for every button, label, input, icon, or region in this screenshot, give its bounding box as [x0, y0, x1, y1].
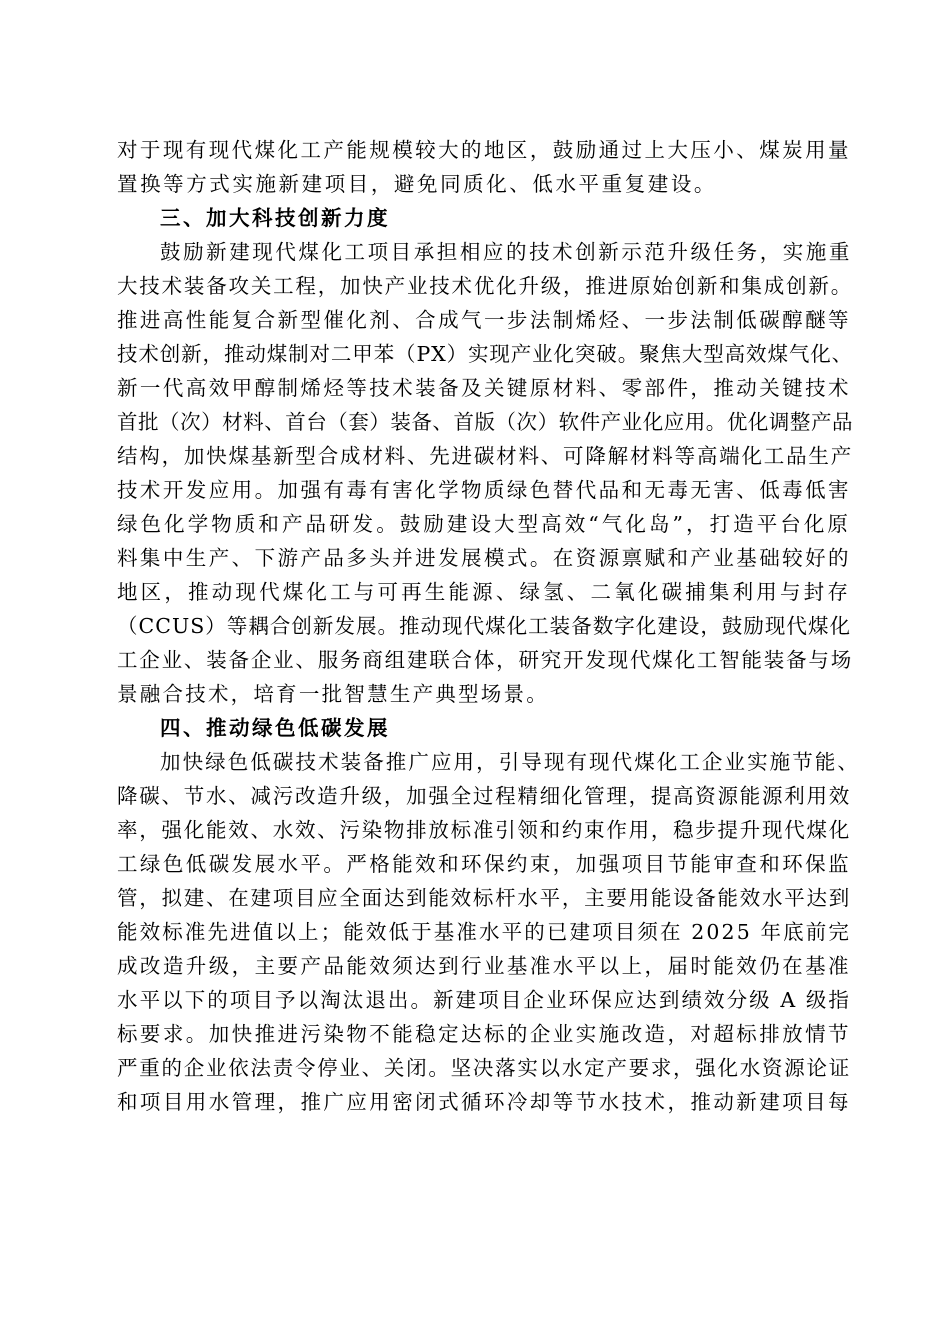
paragraph-line: 料集中生产、下游产品多头并进发展模式。在资源禀赋和产业基础较好的	[117, 546, 851, 570]
paragraph-line: 景融合技术，培育一批智慧生产典型场景。	[117, 682, 549, 706]
paragraph-line: 率，强化能效、水效、污染物排放标准引领和约束作用，稳步提升现代煤化	[117, 818, 851, 842]
paragraph-line: 工绿色低碳发展水平。严格能效和环保约束，加强项目节能审查和环保监	[117, 852, 851, 876]
paragraph-line: 推进高性能复合新型催化剂、合成气一步法制烯烃、一步法制低碳醇醚等	[117, 308, 851, 332]
paragraph-line: 新一代高效甲醇制烯烃等技术装备及关键原材料、零部件，推动关键技术	[117, 376, 851, 400]
paragraph-line: 水平以下的项目予以淘汰退出。新建项目企业环保应达到绩效分级 A 级指	[117, 988, 851, 1012]
paragraph-line: 能效标准先进值以上；能效低于基准水平的已建项目须在 2025 年底前完	[117, 920, 851, 944]
paragraph-line: 结构，加快煤基新型合成材料、先进碳材料、可降解材料等高端化工品生产	[117, 444, 853, 468]
paragraph-line: 鼓励新建现代煤化工项目承担相应的技术创新示范升级任务，实施重	[160, 240, 852, 264]
paragraph-line: 技术开发应用。加强有毒有害化学物质绿色替代品和无毒无害、低毒低害	[117, 478, 851, 502]
paragraph-line: 标要求。加快推进污染物不能稳定达标的企业实施改造，对超标排放情节	[117, 1022, 851, 1046]
paragraph-line: 管，拟建、在建项目应全面达到能效标杆水平，主要用能设备能效水平达到	[117, 886, 851, 910]
paragraph-line: 严重的企业依法责令停业、关闭。坚决落实以水定产要求，强化水资源论证	[117, 1056, 851, 1080]
paragraph-line: 对于现有现代煤化工产能规模较大的地区，鼓励通过上大压小、煤炭用量	[117, 138, 851, 162]
paragraph-line: 和项目用水管理，推广应用密闭式循环冷却等节水技术，推动新建项目每	[117, 1090, 851, 1114]
paragraph-line: （CCUS）等耦合创新发展。推动现代煤化工装备数字化建设，鼓励现代煤化	[117, 614, 851, 638]
paragraph-line: 降碳、节水、减污改造升级，加强全过程精细化管理，提高资源能源利用效	[117, 784, 851, 808]
paragraph-line: 大技术装备攻关工程，加快产业技术优化升级，推进原始创新和集成创新。	[117, 274, 853, 298]
section-heading-4: 四、推动绿色低碳发展	[160, 716, 390, 740]
paragraph-line: 加快绿色低碳技术装备推广应用，引导现有现代煤化工企业实施节能、	[160, 750, 860, 774]
paragraph-line: 地区，推动现代煤化工与可再生能源、绿氢、二氧化碳捕集利用与封存	[117, 580, 851, 604]
section-heading-3: 三、加大科技创新力度	[160, 206, 390, 230]
paragraph-line: 工企业、装备企业、服务商组建联合体，研究开发现代煤化工智能装备与场	[117, 648, 853, 672]
paragraph-line: 成改造升级，主要产品能效须达到行业基准水平以上，届时能效仍在基准	[117, 954, 851, 978]
paragraph-line: 首批（次）材料、首台（套）装备、首版（次）软件产业化应用。优化调整产品	[117, 410, 853, 434]
paragraph-line: 技术创新，推动煤制对二甲苯（PX）实现产业化突破。聚焦大型高效煤气化、	[117, 342, 853, 366]
paragraph-line: 置换等方式实施新建项目，避免同质化、低水平重复建设。	[117, 172, 717, 196]
paragraph-line: 绿色化学物质和产品研发。鼓励建设大型高效“气化岛”，打造平台化原	[117, 512, 851, 536]
